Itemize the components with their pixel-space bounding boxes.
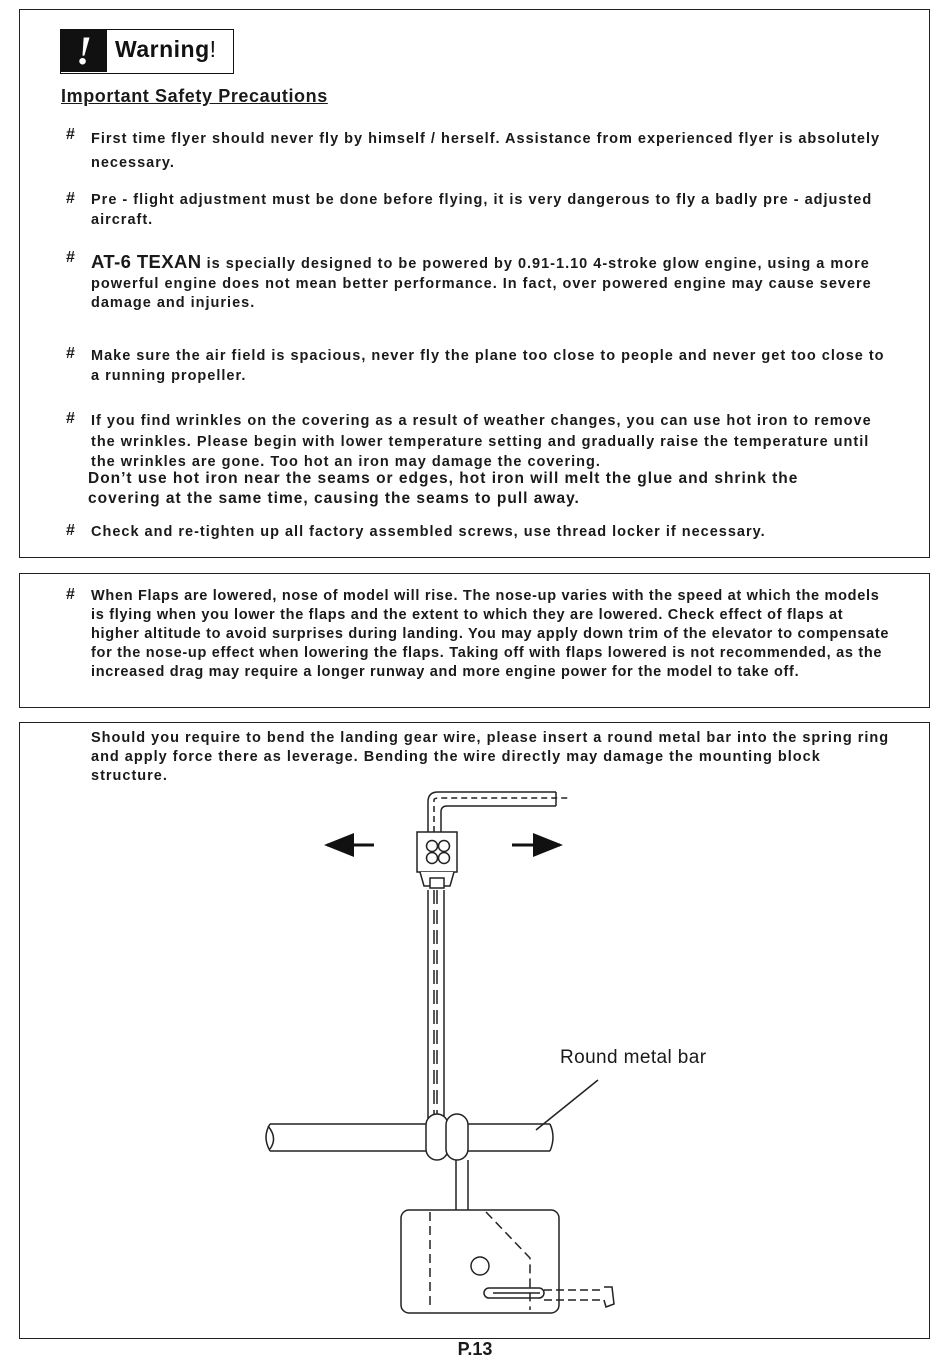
spring-ring-block [417, 832, 457, 888]
precaution-item-2: Pre - flight adjustment must be done before flying, it is very dangerous to fly a badly pre - adjusted aircraft. [91, 192, 873, 228]
bullet-marker: # [66, 345, 75, 362]
section-heading: Important Safety Precautions [61, 86, 328, 106]
precaution-item-5: If you find wrinkles on the covering as a result of weather changes, you can use hot iron to remove the wrinkles. Please begin with lower temperature setting and gradually raise the temperature until the wrinkles are gone. Too hot an iron may damage the covering. [91, 413, 872, 470]
precaution-item-5-continued: Don’t use hot iron near the seams or edges, hot iron will melt the glue and shrink the covering at the same time, causing the seams to pull away. [88, 470, 799, 507]
exclamation-glyph: ! [76, 28, 92, 73]
bullet-marker: # [66, 522, 75, 539]
precaution-item-4: Make sure the air field is spacious, never fly the plane too close to people and never get too close to a running propeller. [91, 348, 885, 384]
bullet-marker: # [66, 126, 75, 143]
gear-wire-lower [456, 1160, 468, 1212]
bullet-marker: # [66, 410, 75, 427]
flaps-note: When Flaps are lowered, nose of model will rise. The nose-up varies with the speed at which the models is flying when you lower the flaps and the extent to which they are lowered. Check effect of flaps at higher altitude to avoid surprises during landing. You may apply down trim of the elevator to compensate for the nose-up effect when lowering the flaps. Taking off with flaps lowered is not recommended, as the increased drag may require a longer runway and more engine power for the model to take off. [91, 588, 890, 680]
model-name: AT-6 TEXAN [91, 251, 202, 272]
wire-coil [426, 1114, 468, 1160]
landing-gear-note: Should you require to bend the landing gear wire, please insert a round metal bar into the spring ring and apply force there as leverage. Bending the wire directly may damage the mounting block structure. [91, 730, 890, 784]
caption-leader-line [536, 1080, 598, 1130]
precaution-item-6: Check and re-tighten up all factory assembled screws, use thread locker if necessary. [91, 524, 766, 540]
warning-label: Warning [115, 36, 210, 62]
mounting-block [401, 1210, 614, 1313]
precaution-item-1: First time flyer should never fly by himself / herself. Assistance from experienced flyer is absolutely necessary. [91, 131, 881, 171]
warning-suffix: ! [209, 36, 217, 62]
round-metal-bar [266, 1124, 553, 1151]
bullet-marker: # [66, 190, 75, 207]
figure-caption: Round metal bar [560, 1047, 707, 1068]
bullet-marker: # [66, 586, 75, 603]
precaution-item-3-text: is specially designed to be powered by 0.91-1.10 4-stroke glow engine, using a more powerful engine does not mean better performance. In fact, over powered engine may cause severe damage and injuries. [91, 256, 872, 311]
page-number: P.13 [457, 1339, 493, 1359]
gear-wire-top [428, 792, 570, 832]
bullet-marker: # [66, 249, 75, 266]
